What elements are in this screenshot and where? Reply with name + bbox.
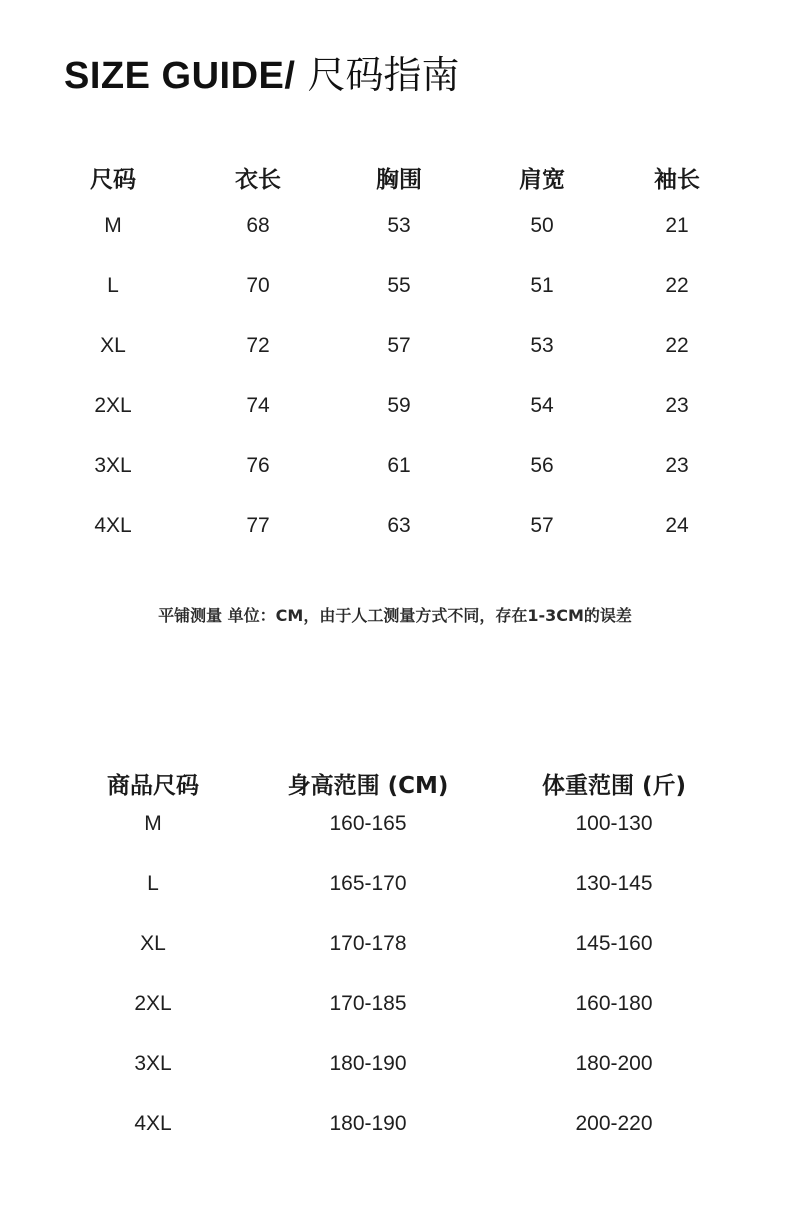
size-table-cell: 22 (665, 334, 689, 357)
size-table-cell: 53 (530, 334, 554, 357)
size-table-cell: 74 (246, 394, 270, 417)
size-table-cell: 23 (665, 454, 689, 477)
size-table-cell: 2XL (94, 394, 132, 417)
size-table-cell: 50 (530, 214, 554, 237)
size-table-header-cell: 袖长 (654, 167, 700, 193)
size-table-cell: 4XL (94, 514, 132, 537)
size-table-cell: L (107, 274, 119, 297)
size-table-cell: XL (100, 334, 126, 357)
fit-table-cell: 165-170 (329, 872, 407, 895)
fit-table-header-cell: 商品尺码 (107, 773, 199, 799)
size-table-cell: 3XL (94, 454, 132, 477)
size-table-cell: 53 (387, 214, 411, 237)
fit-table-cell: XL (140, 932, 166, 955)
size-table-cell: 63 (387, 514, 411, 537)
size-table-cell: M (104, 214, 122, 237)
size-table-cell: 57 (530, 514, 554, 537)
size-table-cell: 22 (665, 274, 689, 297)
fit-table-cell: 130-145 (575, 872, 653, 895)
fit-table-header-cell: 体重范围 (斤) (541, 773, 687, 799)
fit-table-cell: 145-160 (575, 932, 653, 955)
size-table-header-cell: 尺码 (90, 167, 136, 193)
fit-table-cell: 100-130 (575, 812, 653, 835)
fit-table-cell: 180-200 (575, 1052, 653, 1075)
page-title (64, 52, 460, 99)
size-table-cell: 68 (246, 214, 270, 237)
fit-table-cell: 200-220 (575, 1112, 653, 1135)
size-table-header-cell: 胸围 (376, 167, 422, 193)
size-table-header-cell: 衣长 (235, 167, 281, 193)
size-table-cell: 70 (246, 274, 270, 297)
fit-table-cell: 170-185 (329, 992, 407, 1015)
fit-table-cell: 160-180 (575, 992, 653, 1015)
fit-table-cell: 180-190 (329, 1052, 407, 1075)
size-table-header-cell: 肩宽 (519, 167, 565, 193)
fit-table-cell: 180-190 (329, 1112, 407, 1135)
fit-table-cell: 160-165 (329, 812, 407, 835)
page-title-cn: 尺码指南 (295, 53, 460, 97)
fit-table-cell: 4XL (134, 1112, 172, 1135)
fit-table-header-cell: 身高范围 (CM) (287, 773, 449, 799)
fit-table-cell: 2XL (134, 992, 172, 1015)
size-table-cell: 55 (387, 274, 411, 297)
measurement-note: 平铺测量 单位：CM，由于人工测量方式不同，存在1-3CM的误差 (158, 606, 632, 625)
size-table-cell: 76 (246, 454, 270, 477)
size-table-cell: 72 (246, 334, 270, 357)
size-table-cell: 23 (665, 394, 689, 417)
fit-table-cell: 170-178 (329, 932, 407, 955)
size-table-cell: 57 (387, 334, 411, 357)
size-table-cell: 61 (387, 454, 411, 477)
size-table-cell: 59 (387, 394, 411, 417)
size-table-cell: 77 (246, 514, 270, 537)
fit-table-cell: 3XL (134, 1052, 172, 1075)
fit-table-cell: M (144, 812, 162, 835)
size-table-cell: 51 (530, 274, 554, 297)
size-table-cell: 56 (530, 454, 554, 477)
size-table-cell: 54 (530, 394, 554, 417)
fit-table-cell: L (147, 872, 159, 895)
page-title-en: SIZE GUIDE/ (64, 55, 296, 97)
size-table-cell: 24 (665, 514, 689, 537)
size-table-cell: 21 (665, 214, 689, 237)
